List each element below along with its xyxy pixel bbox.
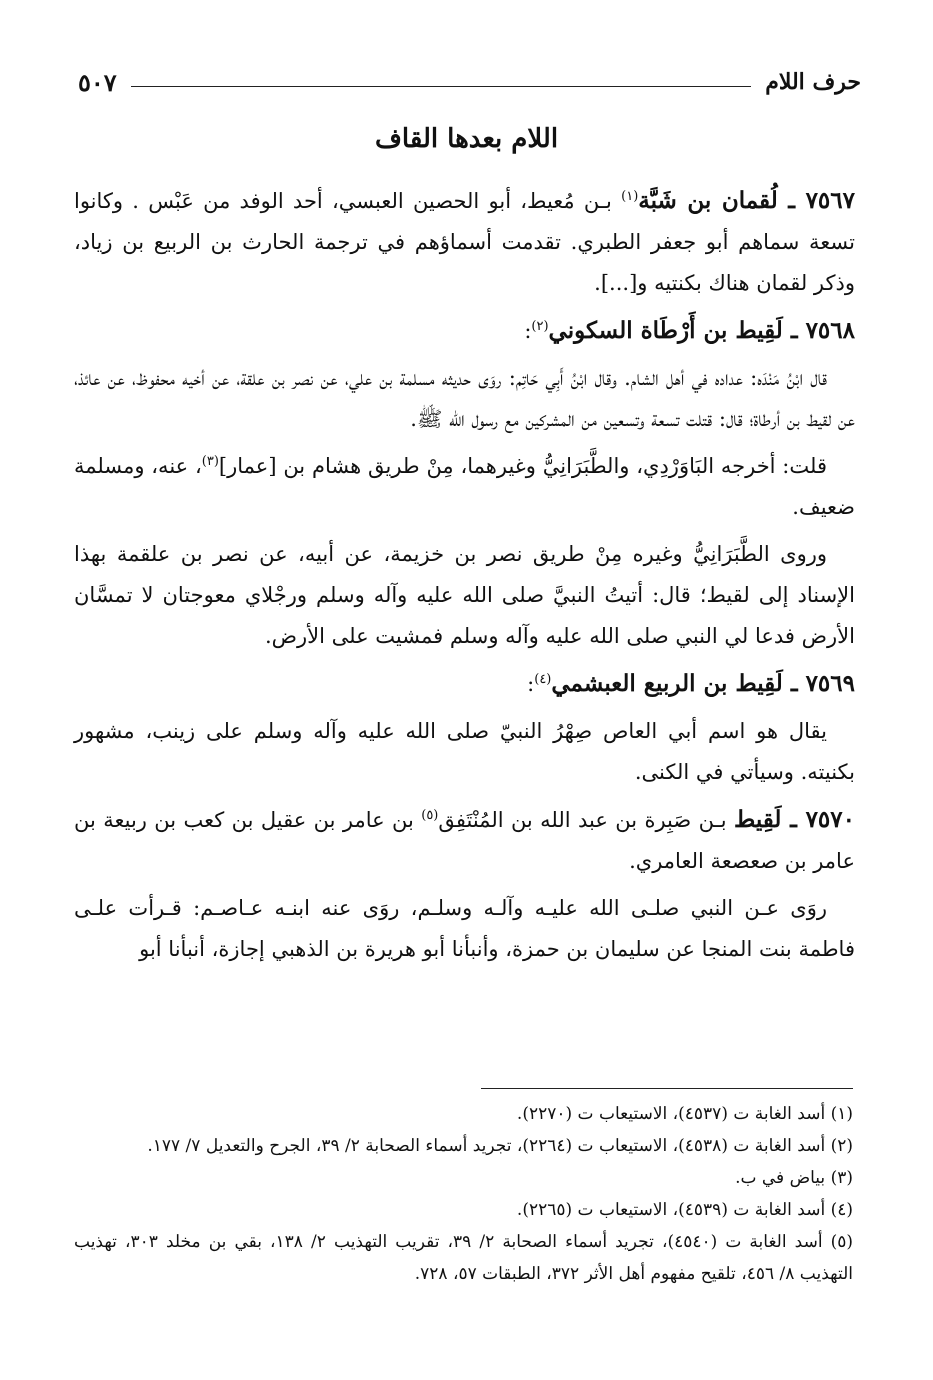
footnote-ref: (٣) [201, 454, 219, 469]
paragraph-text: وروى الطَّبَرَانِيُّ وغيره مِنْ طريق نصر بن خزيمة، عن أبيه، عن نصر بن علقمة بهذا الإسناد إلى لقيط؛ قال: أتيتُ النبيَّ صلى الله عليه وآله وسلم ورجْلاي معوجتان لا تمسَّان الأرض فدعا لي النبي صلى الله عليه وآله وسلم فمشيت على الأرض. [74, 542, 855, 648]
entry-heading: ٧٥٦٧ ـ لُقمان بن شَبَّة [638, 187, 855, 214]
entry-text-cont: بن عامر بن عقيل بن كعب بن ربيعة بن عامر بن صعصعة العامري. [74, 808, 855, 873]
paragraph [74, 534, 855, 657]
section-title: اللام بعدها القاف [374, 124, 559, 154]
footnote-ref: (٤) [534, 672, 552, 687]
entry-heading: ٧٥٦٩ ـ لَقِيط بن الربيع العبشمي [551, 670, 855, 697]
footnote-ref: (٢) [531, 319, 549, 334]
paragraph-text: قلت: أخرجه البَاوَرْدِي، والطَّبَرَانِيُّ وغيرهما، مِنْ طريق هشام بن [عمار] [218, 454, 827, 478]
footnote-4: (٤) أسد الغابة ت (٤٥٣٩)، الاستيعاب ت (٢٢٦٥). [516, 1200, 853, 1220]
paragraph-text: روَى عـن النبي صلـى الله عليـه وآلـه وسلـم، روَى عنه ابنـه عـاصـم: قـرأت علـى فاطمة بنت المنجا عن سليمان بن حمزة، وأنبأنا أبو هريرة بن الذهبي إجازة، أنبأنا أبو [74, 896, 855, 961]
entry-7570 [74, 799, 855, 882]
entry-7567 [74, 180, 855, 304]
page-header [78, 62, 861, 102]
footnote-5: (٥) أسد الغابة ت (٤٥٤٠)، تجريد أسماء الصحابة ٢/ ٣٩، تقريب التهذيب ٢/ ١٣٨، بقي بن مخلد ٣٠٣، تهذيب التهذيب ٨/ ٤٥٦، تلقيح مفهوم أهل الأثر ٣٧٢، الطبقات ٥٧، ٧٢٨. [74, 1232, 854, 1284]
entry-heading: ٧٥٧٠ ـ لَقِيط [733, 806, 855, 833]
paragraph-text-cont: ، عنه، ومسلمة ضعيف. [74, 454, 855, 519]
paragraph [74, 358, 855, 440]
entry-7569 [74, 663, 855, 705]
entry-text: : [524, 319, 532, 343]
entry-7568 [74, 310, 855, 352]
paragraph-text: قال ابْنُ مَنْدَه: عداده في أهل الشام. وقال ابْنُ أَبِي حَاتِم: روَى حديثه مسلمة بن علي، عن نصر بن علقة، عن أخيه محفوظ، عن عائذ، عن لقيط بن أرطاة؛ قال: قتلت تسعة وتسعين من المشركين مع رسول الله ﷺ. [74, 366, 855, 431]
header-rule [131, 86, 752, 87]
entry-text: بـن صَبِرة بن عبد الله بن المُنْتَفِق [438, 808, 734, 832]
main-text [74, 180, 855, 976]
entry-heading: ٧٥٦٨ ـ لَقِيط بن أَرْطَاة السكوني [548, 317, 855, 344]
footnote-ref: (١) [621, 189, 639, 204]
entry-text: : [527, 672, 535, 696]
footnotes [74, 1098, 853, 1290]
paragraph [74, 446, 855, 528]
page-number: ٥٠٧ [78, 67, 117, 97]
footnote-ref: (٥) [421, 808, 439, 823]
footnote-3: (٣) بياض في ب. [735, 1168, 853, 1188]
footnote-1: (١) أسد الغابة ت (٤٥٣٧)، الاستيعاب ت (٢٢٧٠). [516, 1104, 853, 1124]
entry-text: بـن مُعيط، أبو الحصين العبسي، أحد الوفد من عَبْس . وكانوا تسعة سماهم أبو جعفر الطبري. تقدمت أسماؤهم في ترجمة الحارث بن الربيع بن زياد، وذكر لقمان هناك بكنتيه و[...]. [74, 189, 855, 295]
paragraph [74, 888, 855, 970]
chapter-title: حرف اللام [765, 69, 861, 95]
footnote-2: (٢) أسد الغابة ت (٤٥٣٨)، الاستيعاب ت (٢٢٦٤)، تجريد أسماء الصحابة ٢/ ٣٩، الجرح والتعديل ٧/ ١٧٧. [147, 1136, 853, 1156]
footnote-divider [481, 1088, 853, 1089]
paragraph-text: يقال هو اسم أبي العاص صِهْرُ النبيّ صلى الله عليه وآله وسلم على زينب، مشهور بكنيته. وسيأتي في الكنى. [74, 719, 855, 784]
paragraph [74, 711, 855, 793]
